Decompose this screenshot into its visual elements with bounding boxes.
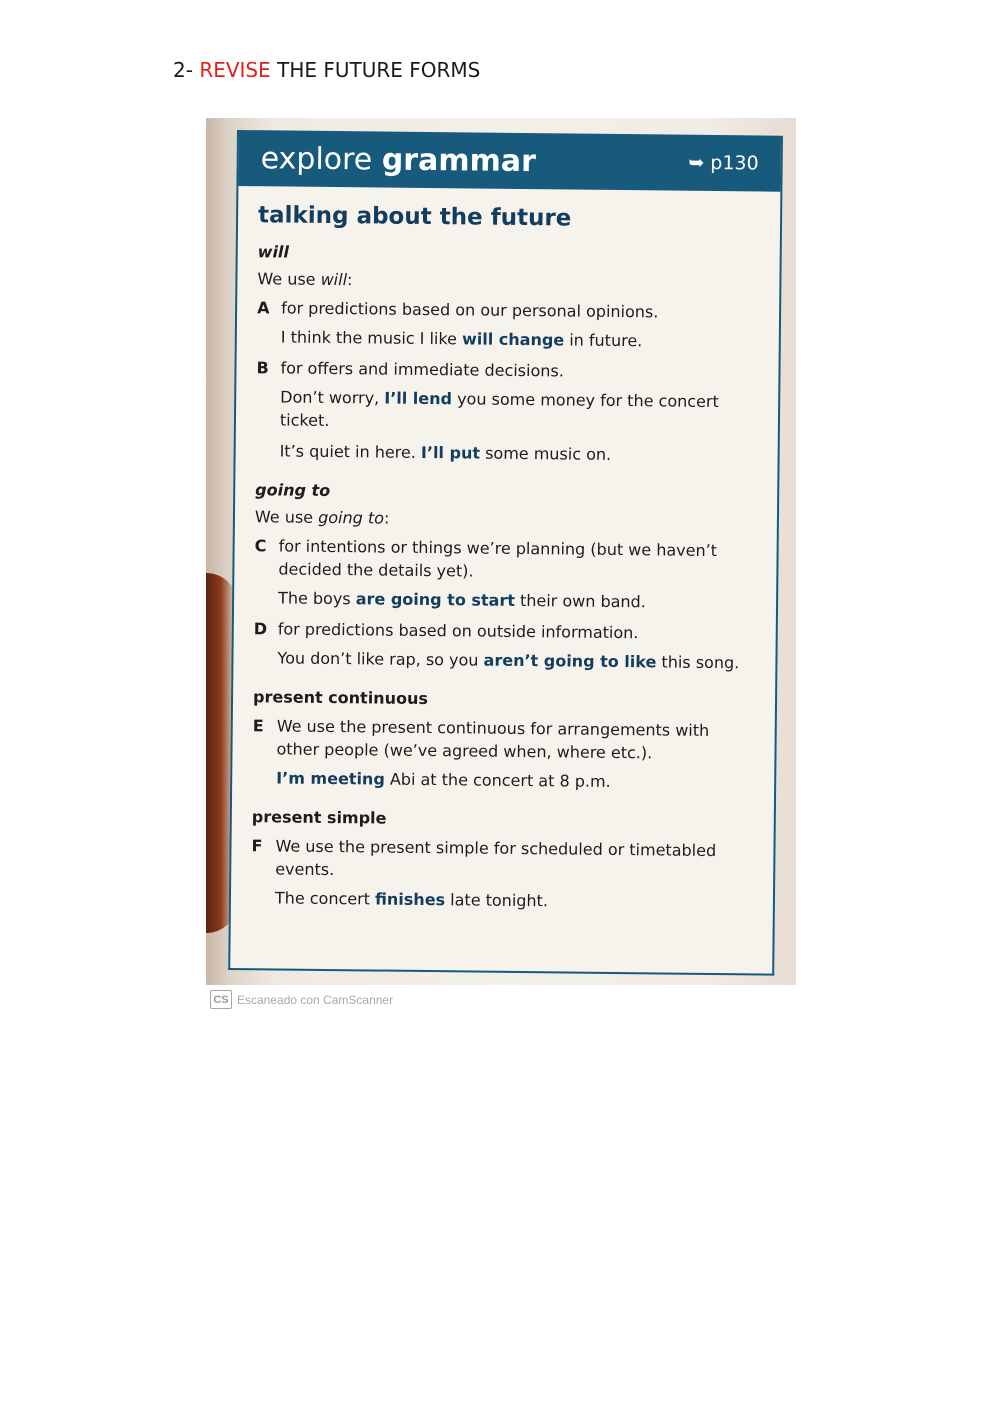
- intro-text: We use: [254, 507, 319, 527]
- card-content: [231, 186, 781, 915]
- example-bold: are going to start: [355, 589, 516, 610]
- rule-letter: E: [252, 716, 264, 736]
- example-bold: aren’t going to like: [483, 650, 657, 672]
- rule-letter: A: [257, 298, 270, 318]
- subsection-present-simple-title: present simple: [251, 807, 387, 828]
- going-to-intro: [255, 507, 755, 531]
- example-bold: I’m meeting: [276, 768, 385, 789]
- example-post: you some money for the concert ticket.: [279, 389, 719, 430]
- rule-text: for predictions based on outside information.: [277, 619, 639, 643]
- intro-text: We use: [257, 269, 321, 289]
- camscanner-logo-icon: CS: [210, 990, 232, 1009]
- subsection-going-to-title: going to: [255, 480, 331, 500]
- example-post: late tonight.: [445, 890, 549, 911]
- example-pre: Don’t worry,: [280, 387, 385, 408]
- example-bold: I’ll put: [420, 442, 481, 463]
- example-post: this song.: [656, 652, 740, 673]
- subsection-present-continuous-title: present continuous: [252, 687, 429, 709]
- example-pre: I think the music I like: [280, 327, 463, 349]
- example-sentence: [276, 766, 752, 794]
- heading-highlight: REVISE: [199, 58, 271, 82]
- intro-end: :: [346, 270, 353, 290]
- rule-text: for predictions based on our personal opinions.: [281, 298, 659, 322]
- rule-item: [251, 834, 751, 885]
- rule-item: [252, 714, 752, 765]
- example-sentence: [277, 646, 753, 674]
- will-intro: [257, 269, 757, 293]
- heading-number: 2-: [173, 58, 193, 82]
- rule-letter: C: [254, 536, 267, 556]
- example-post: in future.: [564, 330, 643, 351]
- scanned-photo: [206, 118, 796, 985]
- example-pre: You don’t like rap, so you: [277, 648, 484, 670]
- example-post: their own band.: [514, 590, 646, 612]
- banner-title: [261, 141, 537, 179]
- intro-italic: will: [320, 269, 348, 290]
- banner-title-light: explore: [260, 140, 373, 177]
- example-bold: finishes: [375, 889, 446, 910]
- subsection-will-title: will: [257, 242, 290, 262]
- example-sentence: [280, 439, 756, 467]
- example-pre: The boys: [278, 588, 356, 609]
- intro-end: :: [383, 508, 390, 528]
- example-post: Abi at the concert at 8 p.m.: [384, 769, 611, 791]
- rule-item: [254, 617, 754, 645]
- example-bold: I’ll lend: [384, 388, 453, 409]
- banner-title-bold: grammar: [381, 142, 537, 179]
- rule-item: [256, 356, 756, 384]
- watermark-text: Escaneado con CamScanner: [237, 992, 394, 1007]
- page-reference: ➥ p130: [688, 151, 759, 175]
- rule-text: for offers and immediate decisions.: [280, 358, 564, 381]
- example-pre: It’s quiet in here.: [279, 441, 422, 462]
- example-pre: The concert: [274, 888, 376, 909]
- intro-italic: going to: [318, 507, 385, 528]
- rule-text: We use the present simple for scheduled or timetabled events.: [275, 836, 717, 880]
- rule-text: for intentions or things we’re planning (but we haven’t decided the details yet).: [278, 536, 718, 581]
- example-sentence: [281, 325, 757, 353]
- rule-item: [254, 534, 754, 585]
- card-banner: [238, 130, 781, 192]
- page-heading: [173, 58, 480, 82]
- rule-letter: B: [256, 358, 269, 378]
- grammar-card: [228, 130, 783, 976]
- example-post: some music on.: [479, 443, 612, 464]
- example-bold: will change: [461, 329, 565, 350]
- example-sentence: [278, 586, 754, 614]
- heading-rest: THE FUTURE FORMS: [277, 58, 481, 82]
- section-title: talking about the future: [257, 202, 572, 232]
- rule-letter: F: [251, 836, 263, 856]
- rule-letter: D: [253, 619, 268, 639]
- example-sentence: [275, 886, 751, 914]
- rule-item: [257, 296, 757, 324]
- camscanner-watermark: [210, 990, 393, 1009]
- example-sentence: [280, 385, 756, 436]
- rule-text: We use the present continuous for arrangements with other people (we’ve agreed when, where etc.).: [276, 716, 710, 763]
